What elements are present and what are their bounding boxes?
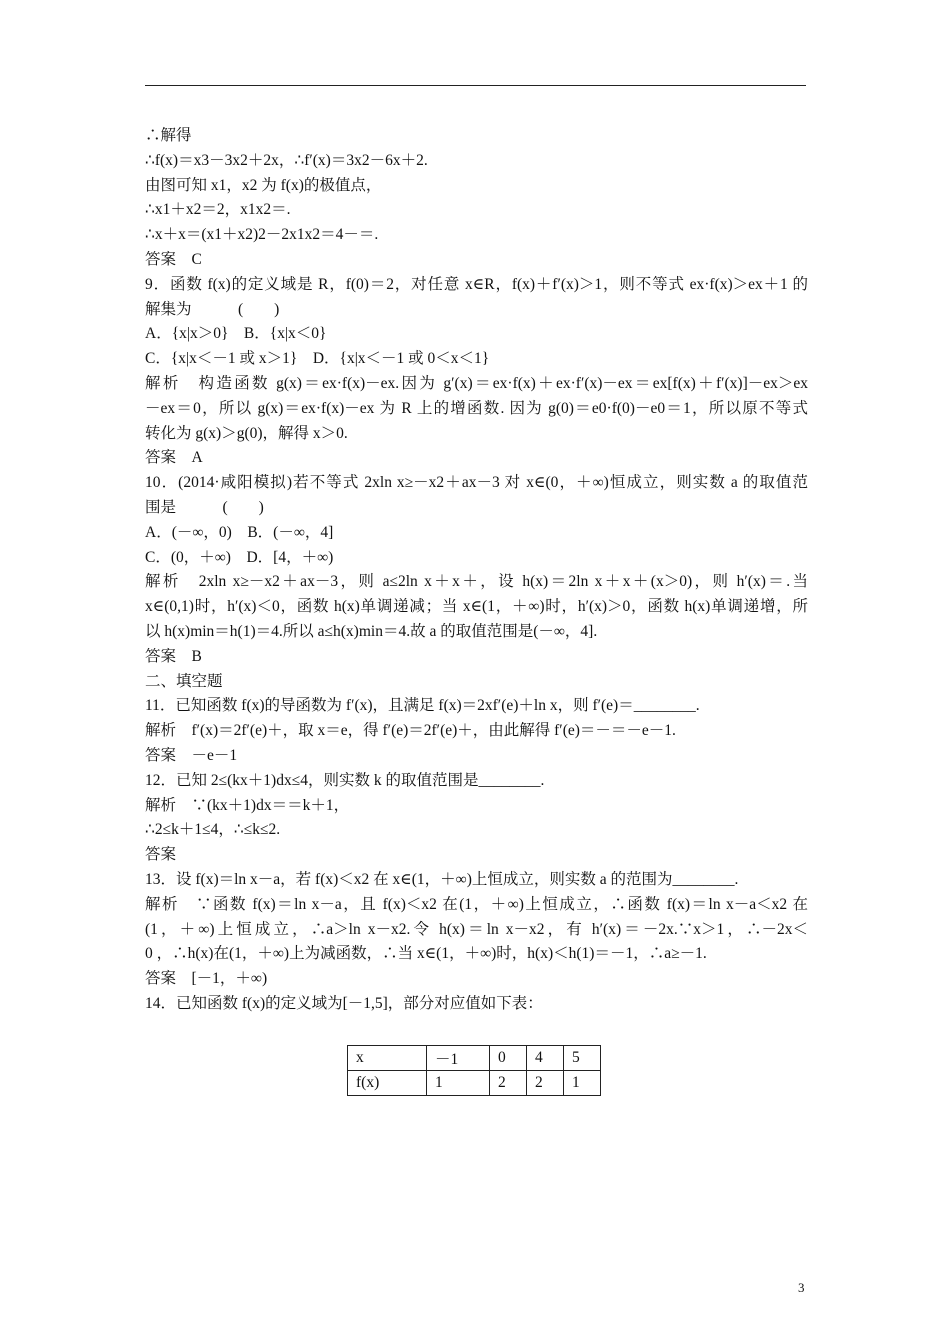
solution-line: 解析 2xln x≥－x2＋ax－3，则 a≤2ln x＋x＋，设 h(x)＝2ln x＋x＋(x＞0)，则 h′(x)＝.当 [145, 573, 808, 591]
solution-line: 解析 构造函数 g(x)＝ex·f(x)－ex.因为 g′(x)＝ex·f(x)＋ex·f′(x)－ex＝ex[f(x)＋f′(x)]－ex＞ex [145, 374, 808, 392]
solution-line: 0 ，∴h(x)在(1，＋∞)上为减函数，∴当 x∈(1，＋∞)时，h(x)＜h(1)＝－1，∴a≥－1. [145, 945, 707, 963]
value-table [347, 1045, 601, 1096]
solution-line: 解析 ∵函数 f(x)＝ln x－a，且 f(x)＜x2 在(1，＋∞)上恒成立，∴函数 f(x)＝ln x－a＜x2 在 [145, 895, 808, 913]
table-cell: 5 [564, 1046, 601, 1071]
table-cell: －1 [427, 1046, 490, 1071]
page-body [145, 124, 808, 1017]
table-cell: 2 [490, 1071, 527, 1096]
text-line: ∴x1＋x2＝2，x1x2＝. [145, 201, 291, 219]
option-line: A．{x|x＞0} B．{x|x＜0} [145, 325, 327, 343]
table-cell: 4 [527, 1046, 564, 1071]
option-line: C．{x|x＜－1 或 x＞1} D．{x|x＜－1 或 0＜x＜1} [145, 350, 490, 368]
table-cell: 0 [490, 1046, 527, 1071]
table-cell: 2 [527, 1071, 564, 1096]
question-13: 13．设 f(x)＝ln x－a，若 f(x)＜x2 在 x∈(1，＋∞)上恒成立，则实数 a 的范围为________. [145, 870, 739, 888]
text-line: ∴解得 [145, 127, 192, 144]
text-line: 围是 ( ) [145, 498, 264, 516]
text-line: 解集为 ( ) [145, 300, 280, 318]
text-line: 由图可知 x1，x2 为 f(x)的极值点， [145, 176, 382, 194]
solution-line: (1，＋∞)上恒成立，∴a＞ln x－x2.令 h(x)＝ln x－x2，有 h′(x)＝－2x.∵x＞1，∴－2x＜ [145, 920, 808, 938]
section-heading: 二、填空题 [145, 672, 223, 690]
table-row [348, 1071, 601, 1096]
answer-line: 答案 －e－1 [145, 746, 238, 764]
answer-line: 答案 [145, 846, 177, 864]
solution-line: 解析 ∵(kx＋1)dx＝＝k＋1， [145, 796, 350, 814]
solution-line: －ex＝0，所以 g(x)＝ex·f(x)－ex 为 R 上的增函数. 因为 g(0)＝e0·f(0)－e0＝1，所以原不等式 [145, 399, 808, 417]
question-11: 11．已知函数 f(x)的导函数为 f′(x)，且满足 f(x)＝2xf′(e)＋ln x，则 f′(e)＝________. [145, 697, 700, 715]
table-row [348, 1046, 601, 1071]
answer-line: 答案 [－1，＋∞) [145, 970, 268, 988]
solution-line: 转化为 g(x)＞g(0)，解得 x＞0. [145, 424, 348, 442]
table-cell: 1 [564, 1071, 601, 1096]
question-10: 10．(2014·咸阳模拟)若不等式 2xln x≥－x2＋ax－3 对 x∈(0，＋∞)恒成立，则实数 a 的取值范 [145, 474, 808, 492]
answer-line: 答案 A [145, 449, 203, 467]
question-14: 14．已知函数 f(x)的定义域为[－1,5]，部分对应值如下表： [145, 994, 543, 1012]
question-9: 9．函数 f(x)的定义域是 R，f(0)＝2，对任意 x∈R，f(x)＋f′(x)＞1，则不等式 ex·f(x)＞ex＋1 的 [145, 275, 808, 293]
solution-line: 以 h(x)min＝h(1)＝4.所以 a≤h(x)min＝4.故 a 的取值范围是(－∞，4]. [145, 622, 598, 640]
question-12: 12．已知 2≤(kx＋1)dx≤4，则实数 k 的取值范围是________. [145, 771, 545, 789]
solution-line: ∴2≤k＋1≤4，∴≤k≤2. [145, 821, 281, 839]
answer-line: 答案 B [145, 647, 202, 665]
table-cell: f(x) [348, 1071, 427, 1096]
solution-line: x∈(0,1)时，h′(x)＜0，函数 h(x)单调递减；当 x∈(1，＋∞)时，h′(x)＞0，函数 h(x)单调递增，所 [145, 598, 808, 616]
option-line: A．(－∞，0) B．(－∞，4] [145, 523, 334, 541]
solution-line: 解析 f′(x)＝2f′(e)＋，取 x＝e，得 f′(e)＝2f′(e)＋，由此解得 f′(e)＝－＝－e－1. [145, 722, 676, 740]
table-cell: 1 [427, 1071, 490, 1096]
text-line: ∴x＋x＝(x1＋x2)2－2x1x2＝4－＝. [145, 226, 379, 244]
page-number: 3 [798, 1280, 805, 1295]
table-cell: x [348, 1046, 427, 1071]
option-line: C．(0，＋∞) D．[4，＋∞) [145, 548, 334, 566]
answer-line: 答案 C [145, 250, 202, 268]
text-line: ∴f(x)＝x3－3x2＋2x，∴f′(x)＝3x2－6x＋2. [145, 151, 428, 169]
header-rule [145, 85, 806, 86]
